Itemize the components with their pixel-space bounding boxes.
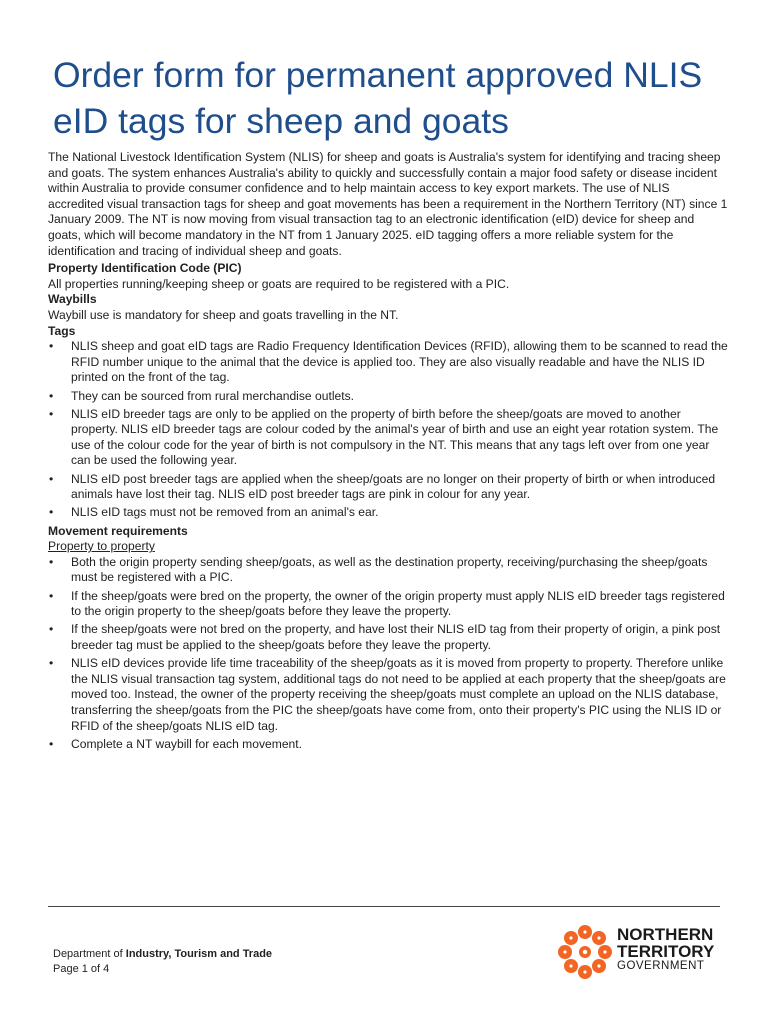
section-heading-pic: Property Identification Code (PIC) [48, 261, 242, 276]
intro-paragraph: The National Livestock Identification System (NLIS) for sheep and goats is Australia's system for identifying and tracing sheep and goats. The system enhances Australia's ability to quickly and successfully contain a major food safety or disease incident within Australia to provide consumer confidence and to help maintain access to key export markets. The use of NLIS accredited visual transaction tags for sheep and goat movements has been a requirement in the Northern Territory (NT) since 1 January 2009. The NT is now moving from visual transaction tag to an electronic identification (eID) device for sheep and goats, which will become mandatory in the NT from 1 January 2025. eID tagging offers a more reliable system for the identification and tracing of individual sheep and goats. [48, 150, 728, 258]
list-item [48, 339, 728, 386]
section-heading-movement: Movement requirements [48, 523, 188, 538]
logo-line-northern: NORTHERN [617, 925, 714, 944]
waybills-paragraph: Waybill use is mandatory for sheep and goats travelling in the NT. [48, 307, 399, 322]
list-item [48, 622, 728, 653]
department-line [53, 947, 272, 962]
list-item-text: If the sheep/goats were bred on the property, the owner of the origin property must apply NLIS eID breeder tags registered to the origin property to the sheep/goats before they leave the property. [71, 588, 725, 619]
logo-line-government: GOVERNMENT [617, 960, 705, 972]
pic-paragraph: All properties running/keeping sheep or goats are required to be registered with a PIC. [48, 276, 510, 291]
department-prefix: Department of [53, 948, 126, 960]
page-title: Order form for permanent approved NLIS eID tags for sheep and goats [53, 55, 703, 141]
bullet-icon: • [49, 554, 54, 569]
department-name: Industry, Tourism and Trade [125, 948, 273, 960]
flower-logo-icon [555, 922, 615, 982]
list-item [48, 407, 728, 469]
list-item-text: NLIS eID tags must not be removed from an animal's ear. [71, 505, 379, 520]
subheading-property-to-property: Property to property [48, 539, 155, 554]
bullet-icon: • [49, 656, 54, 671]
logo-wordmark [617, 926, 714, 973]
list-item [48, 472, 728, 503]
list-item [48, 505, 728, 521]
list-item-text: NLIS sheep and goat eID tags are Radio Frequency Identification Devices (RFID), allowing them to be scanned to read the RFID number unique to the animal that the device is applied too. They are also visually readable and have the NLIS ID printed on the front of the tag. [71, 339, 728, 385]
list-item [48, 555, 728, 586]
document-body [48, 150, 728, 755]
bullet-icon: • [49, 339, 54, 354]
movement-list [48, 555, 728, 753]
list-item-text: NLIS eID breeder tags are only to be applied on the property of birth before the sheep/goats are moved to another property. NLIS eID breeder tags are colour coded by the animal's year of birth and use an eight year rotation system. The use of the colour code for the year of birth is not compulsory in the NT. This means that any tags left over from one year can be used the following year. [71, 406, 719, 468]
bullet-icon: • [49, 471, 54, 486]
list-item [48, 656, 728, 734]
section-heading-waybills: Waybills [48, 292, 97, 307]
list-item [48, 389, 728, 405]
tags-list [48, 339, 728, 521]
footer [53, 947, 272, 977]
footer-divider [48, 906, 720, 907]
bullet-icon: • [49, 505, 54, 520]
list-item [48, 589, 728, 620]
list-item-text: If the sheep/goats were not bred on the property, and have lost their NLIS eID tag from their property of origin, a pink post breeder tag must be applied to the sheep/goats before they leave the property. [71, 622, 721, 652]
list-item-text: Complete a NT waybill for each movement. [71, 736, 302, 751]
list-item-text: Both the origin property sending sheep/goats, as well as the destination property, receiving/purchasing the sheep/goats must be registered with a PIC. [71, 554, 708, 585]
bullet-icon: • [49, 622, 54, 637]
list-item-text: They can be sourced from rural merchandise outlets. [71, 388, 354, 403]
list-item-text: NLIS eID post breeder tags are applied when the sheep/goats are no longer on their property of birth or when introduced animals have lost their tag. NLIS eID post breeder tags are pink in colour for any year. [71, 471, 716, 502]
list-item-text: NLIS eID devices provide life time traceability of the sheep/goats as it is moved from property to property. Therefore unlike the NLIS visual transaction tag system, additional tags do not need to be applied at each property that the sheep/goats are moved too. Instead, the owner of the property receiving the sheep/goats must complete an upload on the NLIS database, transferring the sheep/goats from the PIC the sheep/goats have come from, onto their property's PIC using the NLIS ID or RFID of the sheep/goats NLIS eID tag. [71, 656, 726, 733]
bullet-icon: • [49, 406, 54, 421]
list-item [48, 737, 728, 753]
bullet-icon: • [49, 588, 54, 603]
nt-government-logo [555, 922, 725, 982]
bullet-icon: • [49, 736, 54, 751]
bullet-icon: • [49, 388, 54, 403]
page-number: Page 1 of 4 [53, 963, 110, 975]
logo-line-territory: TERRITORY [617, 942, 715, 961]
section-heading-tags: Tags [48, 323, 76, 338]
